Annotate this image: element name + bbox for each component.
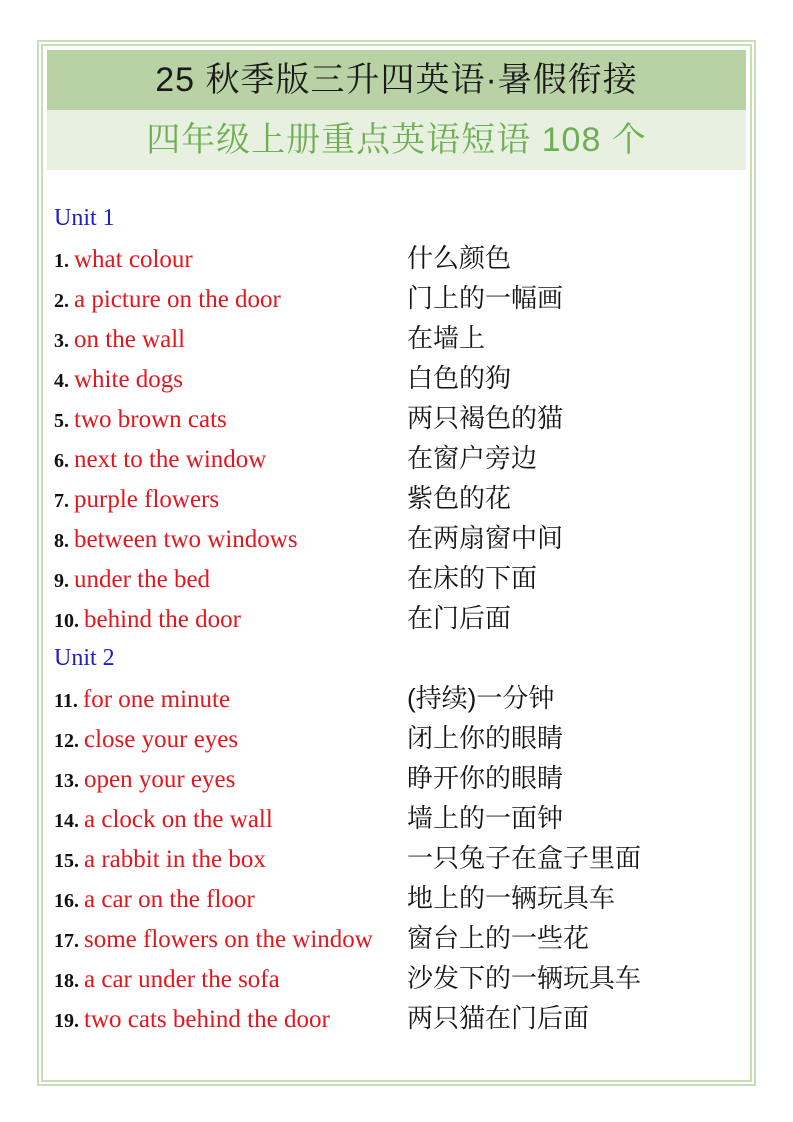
phrase-row-17 <box>54 918 746 958</box>
item-number: 5. <box>54 410 69 432</box>
chinese-translation: 两只猫在门后面 <box>407 1003 590 1033</box>
english-phrase: next to the window <box>74 446 267 473</box>
english-phrase: white dogs <box>74 366 184 393</box>
item-number: 15. <box>54 850 79 872</box>
unit-label: Unit 1 <box>54 205 115 231</box>
item-number: 13. <box>54 770 79 792</box>
english-phrase: two brown cats <box>74 406 227 433</box>
item-number: 17. <box>54 930 79 952</box>
english-phrase: close your eyes <box>84 726 239 753</box>
english-phrase: a rabbit in the box <box>84 846 266 873</box>
chinese-translation: 在墙上 <box>407 323 486 353</box>
phrase-row-5 <box>54 398 746 438</box>
item-number: 6. <box>54 450 69 472</box>
phrase-row-11 <box>54 678 746 718</box>
item-number: 9. <box>54 570 69 592</box>
phrase-row-14 <box>54 798 746 838</box>
unit-label: Unit 2 <box>54 645 115 671</box>
item-number: 4. <box>54 370 69 392</box>
item-number: 18. <box>54 970 79 992</box>
english-phrase: a car on the floor <box>84 886 255 913</box>
phrase-row-2 <box>54 278 746 318</box>
item-number: 10. <box>54 610 79 632</box>
document-frame <box>41 44 752 1082</box>
chinese-translation: 在两扇窗中间 <box>407 523 564 553</box>
chinese-translation: 门上的一幅画 <box>407 283 564 313</box>
phrase-row-1 <box>54 238 746 278</box>
english-phrase: a picture on the door <box>74 286 281 313</box>
item-number: 19. <box>54 1010 79 1032</box>
english-phrase: some flowers on the window <box>84 926 373 953</box>
chinese-translation: 在窗户旁边 <box>407 443 538 473</box>
chinese-translation: 什么颜色 <box>407 243 512 273</box>
english-phrase: behind the door <box>84 606 241 633</box>
chinese-translation: 白色的狗 <box>407 363 512 393</box>
english-phrase: a car under the sofa <box>84 966 280 993</box>
phrase-row-15 <box>54 838 746 878</box>
english-phrase: under the bed <box>74 566 211 593</box>
chinese-translation: 一只兔子在盒子里面 <box>407 843 642 873</box>
phrase-row-10 <box>54 598 746 638</box>
phrase-row-7 <box>54 478 746 518</box>
english-phrase: purple flowers <box>74 486 220 513</box>
english-phrase: on the wall <box>74 326 186 353</box>
chinese-translation: 在门后面 <box>407 603 512 633</box>
chinese-translation: 在床的下面 <box>407 563 538 593</box>
unit-heading-1 <box>54 198 746 238</box>
phrase-row-19 <box>54 998 746 1038</box>
chinese-translation: 窗台上的一些花 <box>407 923 590 953</box>
english-phrase: open your eyes <box>84 766 236 793</box>
english-phrase: for one minute <box>82 686 231 713</box>
item-number: 1. <box>54 250 69 272</box>
item-number: 7. <box>54 490 69 512</box>
phrase-row-12 <box>54 718 746 758</box>
chinese-translation: 两只褐色的猫 <box>407 403 564 433</box>
phrase-list <box>47 170 746 1038</box>
item-number: 8. <box>54 530 69 552</box>
english-phrase: two cats behind the door <box>84 1006 330 1033</box>
item-number: 2. <box>54 290 69 312</box>
item-number: 11. <box>54 690 78 712</box>
chinese-translation: 睁开你的眼睛 <box>407 763 564 793</box>
chinese-translation: 地上的一辆玩具车 <box>407 883 616 913</box>
phrase-row-3 <box>54 318 746 358</box>
item-number: 12. <box>54 730 79 752</box>
phrase-row-16 <box>54 878 746 918</box>
chinese-translation: 沙发下的一辆玩具车 <box>407 963 642 993</box>
phrase-row-13 <box>54 758 746 798</box>
chinese-translation: 闭上你的眼睛 <box>407 723 564 753</box>
document-subtitle: 四年级上册重点英语短语 108 个 <box>47 110 746 170</box>
phrase-row-18 <box>54 958 746 998</box>
phrase-row-8 <box>54 518 746 558</box>
english-phrase: what colour <box>74 246 193 273</box>
english-phrase: a clock on the wall <box>84 806 273 833</box>
unit-heading-2 <box>54 638 746 678</box>
chinese-translation: 紫色的花 <box>407 483 512 513</box>
document-title: 25 秋季版三升四英语·暑假衔接 <box>47 50 746 110</box>
english-phrase: between two windows <box>74 526 298 553</box>
chinese-translation: 墙上的一面钟 <box>407 803 564 833</box>
item-number: 14. <box>54 810 79 832</box>
phrase-row-9 <box>54 558 746 598</box>
item-number: 3. <box>54 330 69 352</box>
phrase-row-4 <box>54 358 746 398</box>
item-number: 16. <box>54 890 79 912</box>
phrase-row-6 <box>54 438 746 478</box>
chinese-translation: (持续)一分钟 <box>407 683 555 713</box>
